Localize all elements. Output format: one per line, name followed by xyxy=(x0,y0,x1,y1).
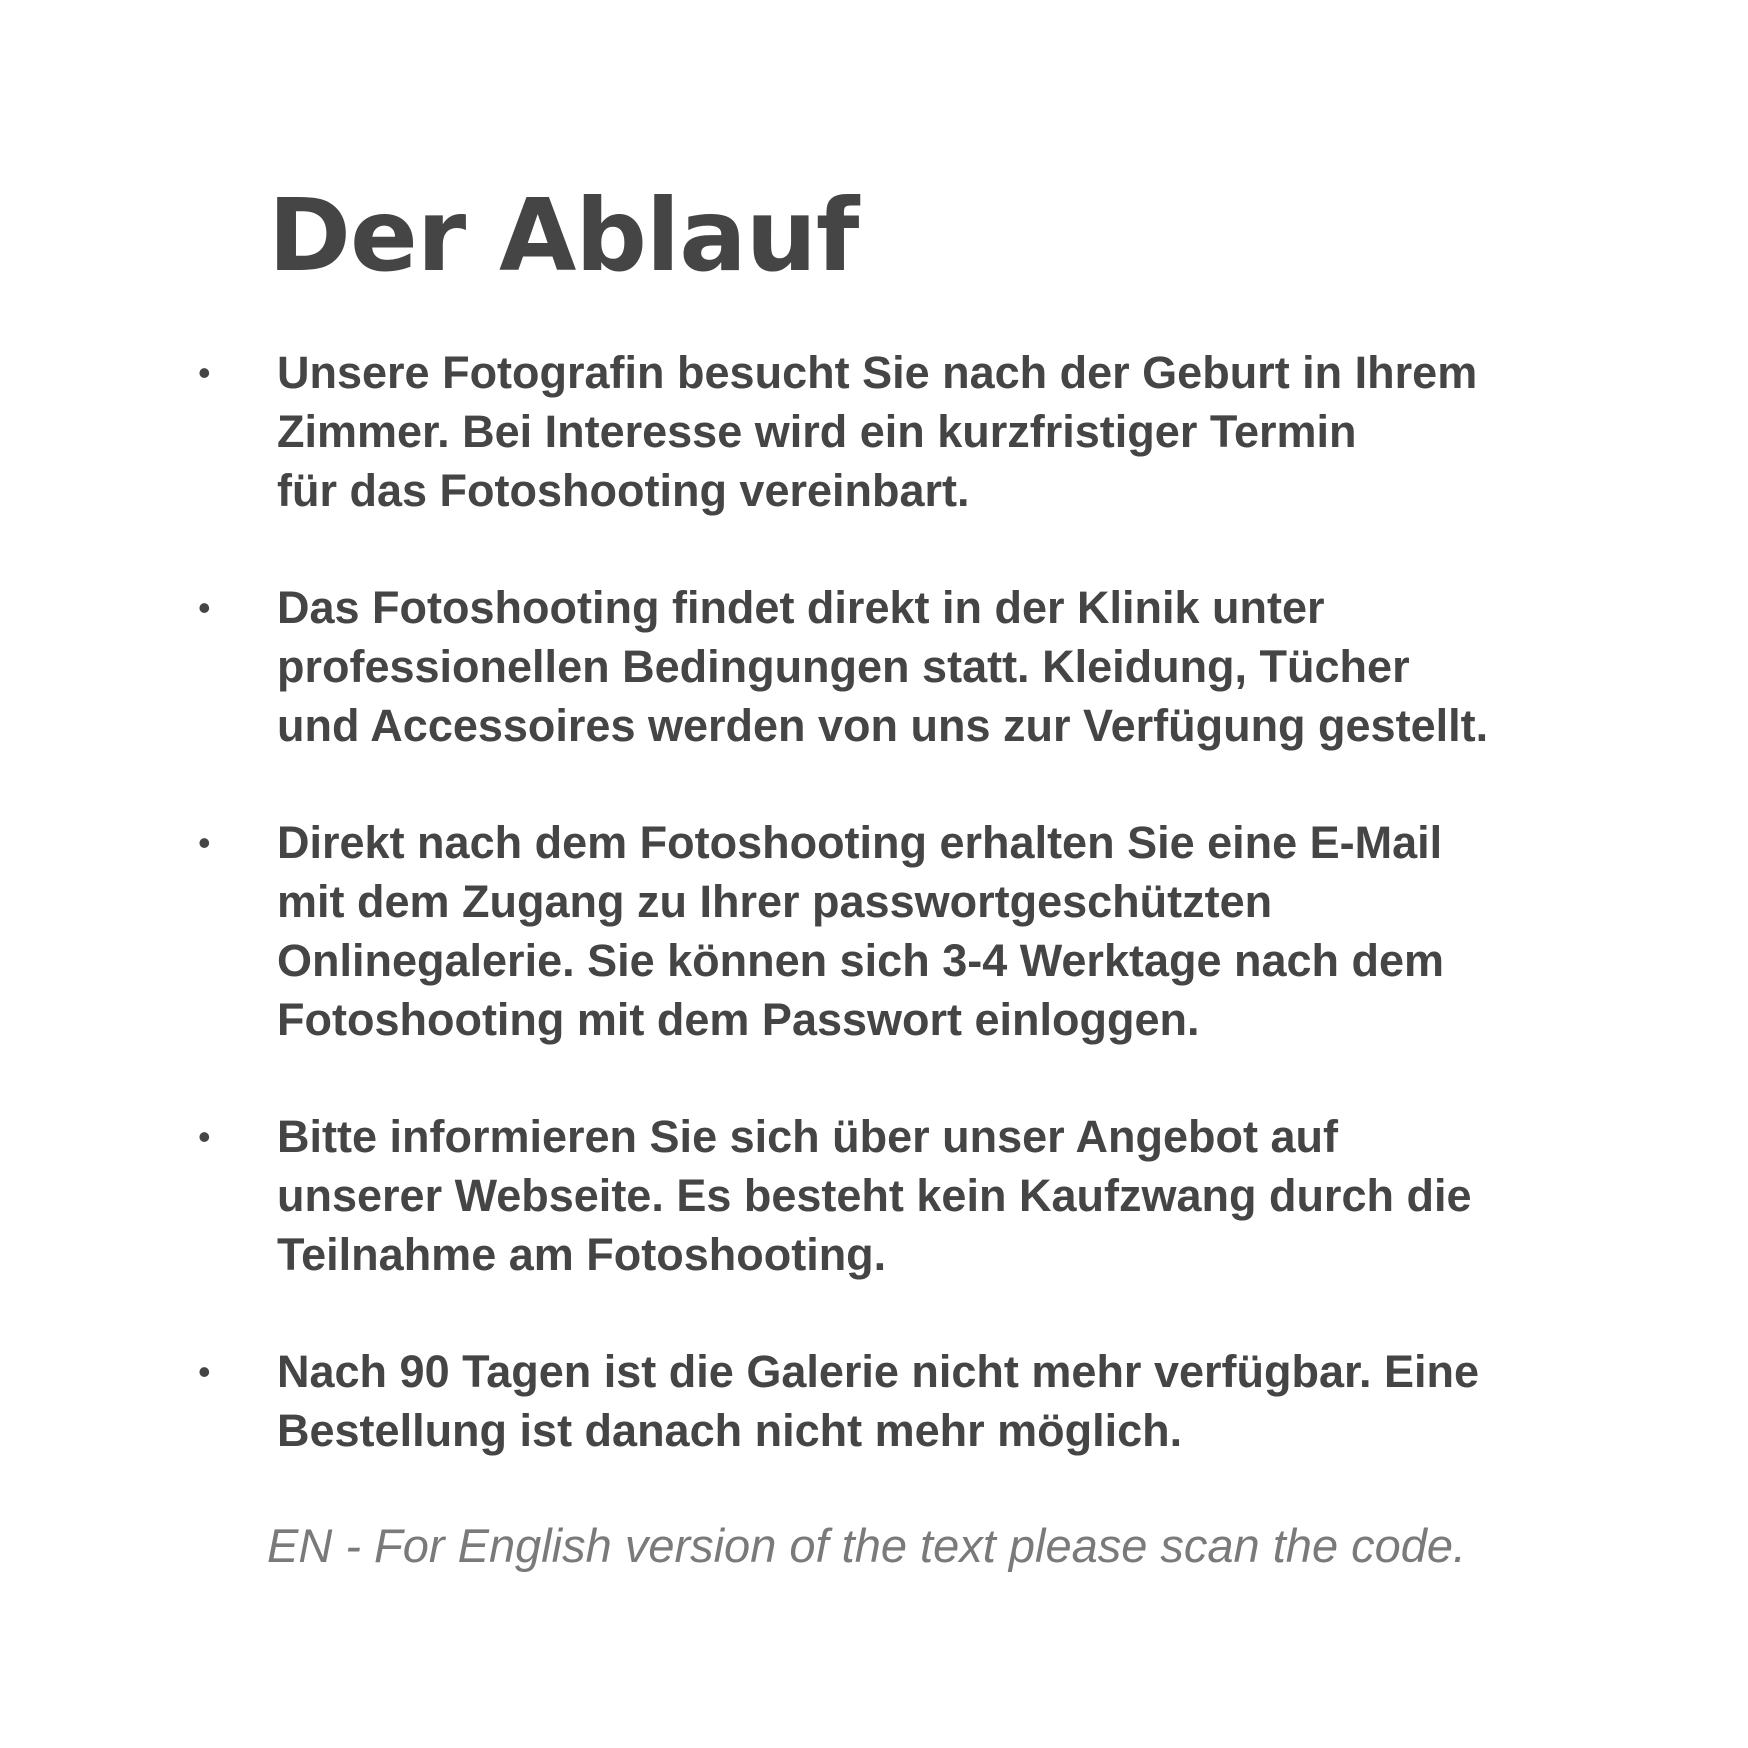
bullet-icon: • xyxy=(198,352,211,393)
list-item-text: Direkt nach dem Fotoshooting erhalten Sie eine E-Mail mit dem Zugang zu Ihrer passwortgeschützten Onlinegalerie. Sie können sich 3-4 Werktage nach dem Fotoshooting mit dem Passwort einloggen. xyxy=(277,817,1445,1045)
list-item-text: Unsere Fotografin besucht Sie nach der Geburt in Ihrem Zimmer. Bei Interesse wird ein kurzfristiger Termin für das Fotoshooting vereinbart. xyxy=(277,347,1478,516)
list-item-text: Nach 90 Tagen ist die Galerie nicht mehr verfügbar. Eine Bestellung ist danach nicht mehr möglich. xyxy=(277,1346,1480,1456)
page-title: Der Ablauf xyxy=(268,177,859,294)
list-item-text: Bitte informieren Sie sich über unser Angebot auf unserer Webseite. Es besteht kein Kaufzwang durch die Teilnahme am Fotoshooting. xyxy=(277,1111,1472,1280)
bullet-icon: • xyxy=(198,587,211,628)
english-version-note: EN - For English version of the text please scan the code. xyxy=(267,1519,1467,1572)
bullet-icon: • xyxy=(198,1351,211,1392)
bullet-icon: • xyxy=(198,822,211,863)
list-item-text: Das Fotoshooting findet direkt in der Klinik unter professionellen Bedingungen statt. Kleidung, Tücher und Accessoires werden von uns zur Verfügung gestellt. xyxy=(277,582,1489,751)
bullet-icon: • xyxy=(198,1116,211,1157)
